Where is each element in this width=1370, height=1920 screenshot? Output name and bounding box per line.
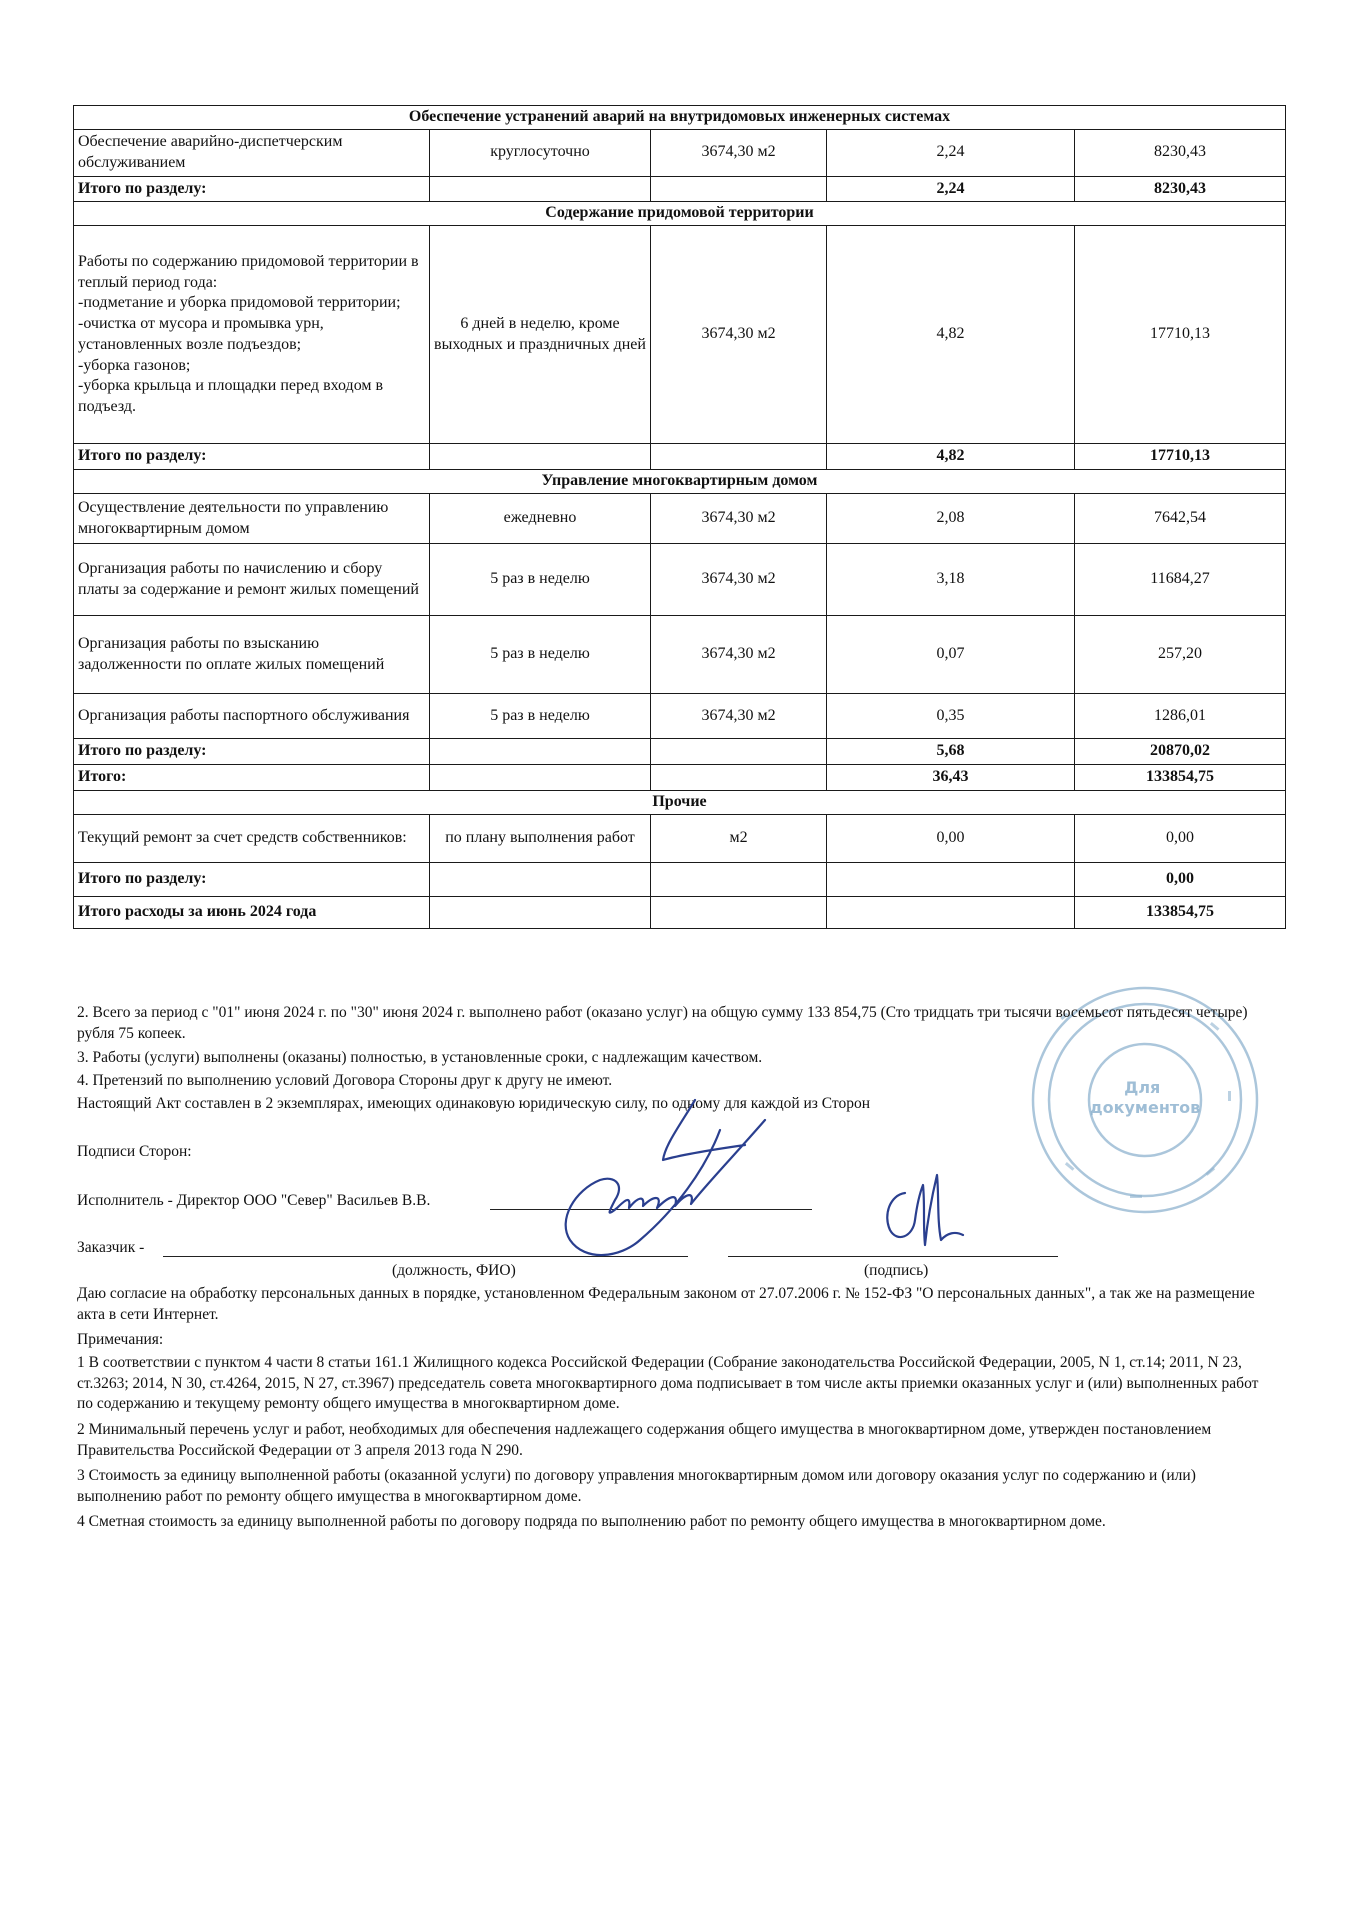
table-row [74, 494, 1286, 544]
service-name: Организация работы паспортного обслуживания [74, 694, 430, 739]
service-sum: 17710,13 [1075, 226, 1286, 444]
service-name: Организация работы по начислению и сбору платы за содержание и ремонт жилых помещений [74, 544, 430, 616]
service-area: 3674,30 м2 [651, 694, 827, 739]
service-period: по плану выполнения работ [430, 814, 651, 862]
customer-signature-icon [875, 1165, 970, 1260]
grand-total-sum: 133854,75 [1075, 764, 1286, 790]
section-total-sum: 17710,13 [1075, 444, 1286, 470]
services-table [73, 105, 1286, 929]
service-period: 6 дней в неделю, кроме выходных и праздничных дней [430, 226, 651, 444]
grand-total-row [74, 764, 1286, 790]
stamp-text: Для документов [1089, 1078, 1201, 1117]
signatures-title: Подписи Сторон: [77, 1143, 192, 1160]
service-area: 3674,30 м2 [651, 494, 827, 544]
section-total-row [74, 862, 1286, 896]
position-caption: (должность, ФИО) [392, 1262, 516, 1279]
customer-label: Заказчик - [77, 1239, 145, 1256]
section-total-label: Итого по разделу: [74, 176, 430, 202]
service-name: Осуществление деятельности по управлению многоквартирным домом [74, 494, 430, 544]
service-period: ежедневно [430, 494, 651, 544]
note-3: 3 Стоимость за единицу выполненной работы (оказанной услуги) по договору управления многоквартирным домом или договору оказания услуг по содержанию и (или) выполнению работ по ремонту общего имущества в многоквартирном доме. [77, 1467, 1196, 1505]
service-sum: 7642,54 [1075, 494, 1286, 544]
signature-caption: (подпись) [864, 1262, 929, 1279]
section-total-row [74, 444, 1286, 470]
consent-text: Даю согласие на обработку персональных данных в порядке, установленном Федеральным законом от 27.07.2006 г. № 152-ФЗ "О персональных данных", а так же на размещение акта в сети Интернет. [77, 1285, 1255, 1323]
service-rate: 3,18 [827, 544, 1075, 616]
paragraph-total: 2. Всего за период с "01" июня 2024 г. по "30" июня 2024 г. выполнено работ (оказано услуг) на общую сумму 133 854,75 (Сто тридцать три тысячи восемьсот пятьдесят четыре) рубля 75 копеек. [77, 1004, 1248, 1042]
service-sum: 1286,01 [1075, 694, 1286, 739]
table-row [74, 814, 1286, 862]
service-area: 3674,30 м2 [651, 226, 827, 444]
executor-signature-icon [545, 1090, 775, 1265]
service-period: 5 раз в неделю [430, 616, 651, 694]
note-1: 1 В соответствии с пунктом 4 части 8 статьи 161.1 Жилищного кодекса Российской Федерации (Собрание законодательства Российской Федерации, 2005, N 1, ст.14; 2011, N 23, ст.3263; 2014, N 30, ст.4264, 2015, N 27, ст.3967) председатель совета многоквартирного дома подписывает в том числе акты приемки оказанных услуг и (или) выполненных работ по содержанию и текущему ремонту общего имущества в многоквартирном доме. [77, 1354, 1259, 1412]
expenses-total-label: Итого расходы за июнь 2024 года [74, 896, 430, 928]
table-row [74, 694, 1286, 739]
grand-total-label: Итого: [74, 764, 430, 790]
section-total-row [74, 739, 1286, 765]
executor-label: Исполнитель - Директор ООО "Север" Васильев В.В. [77, 1192, 431, 1209]
service-period: круглосуточно [430, 130, 651, 177]
service-rate: 2,08 [827, 494, 1075, 544]
service-period: 5 раз в неделю [430, 544, 651, 616]
section-total-label: Итого по разделу: [74, 444, 430, 470]
expenses-total-row [74, 896, 1286, 928]
notes-title: Примечания: [77, 1331, 164, 1348]
service-sum: 257,20 [1075, 616, 1286, 694]
section-total-label: Итого по разделу: [74, 739, 430, 765]
section-total-row [74, 176, 1286, 202]
grand-total-rate: 36,43 [827, 764, 1075, 790]
table-row [74, 130, 1286, 177]
table-row [74, 544, 1286, 616]
service-sum: 11684,27 [1075, 544, 1286, 616]
note-2: 2 Минимальный перечень услуг и работ, необходимых для обеспечения надлежащего содержания общего имущества в многоквартирном доме, утвержден постановлением Правительства Российской Федерации от 3 апреля 2013 года N 290. [77, 1421, 1212, 1459]
service-name: Работы по содержанию придомовой территории в теплый период года: -подметание и уборка придомовой территории; -очистка от мусора и промывка урн, установленных возле подъездов; -уборка газонов; -уборка крыльца и площадки перед входом в подъезд. [74, 226, 430, 444]
section-total-sum: 0,00 [1075, 862, 1286, 896]
paragraph-copies: Настоящий Акт составлен в 2 экземплярах, имеющих одинаковую юридическую силу, по одному для каждой из Сторон [77, 1095, 871, 1112]
service-name: Обеспечение аварийно-диспетчерским обслуживанием [74, 130, 430, 177]
paragraph-claims: 4. Претензий по выполнению условий Договора Стороны друг к другу не имеют. [77, 1072, 613, 1089]
table-row [74, 616, 1286, 694]
service-rate: 4,82 [827, 226, 1075, 444]
paragraph-quality: 3. Работы (услуги) выполнены (оказаны) полностью, в установленные сроки, с надлежащим качеством. [77, 1049, 763, 1066]
service-rate: 0,00 [827, 814, 1075, 862]
service-rate: 0,35 [827, 694, 1075, 739]
section-total-label: Итого по разделу: [74, 862, 430, 896]
section-title: Управление многоквартирным домом [74, 470, 1286, 494]
service-area: 3674,30 м2 [651, 130, 827, 177]
section-total-sum: 8230,43 [1075, 176, 1286, 202]
service-name: Текущий ремонт за счет средств собственников: [74, 814, 430, 862]
section-total-sum: 20870,02 [1075, 739, 1286, 765]
service-area: 3674,30 м2 [651, 544, 827, 616]
section-title: Обеспечение устранений аварий на внутридомовых инженерных системах [74, 106, 1286, 130]
section-total-rate: 4,82 [827, 444, 1075, 470]
section-title: Прочие [74, 790, 1286, 814]
service-period: 5 раз в неделю [430, 694, 651, 739]
service-sum: 8230,43 [1075, 130, 1286, 177]
section-total-rate: 2,24 [827, 176, 1075, 202]
service-sum: 0,00 [1075, 814, 1286, 862]
expenses-total-sum: 133854,75 [1075, 896, 1286, 928]
service-area: 3674,30 м2 [651, 616, 827, 694]
service-name: Организация работы по взысканию задолженности по оплате жилых помещений [74, 616, 430, 694]
service-rate: 0,07 [827, 616, 1075, 694]
section-title: Содержание придомовой территории [74, 202, 1286, 226]
note-4: 4 Сметная стоимость за единицу выполненной работы по договору подряда по выполнению работ по ремонту общего имущества в многоквартирном доме. [77, 1513, 1106, 1530]
table-row [74, 226, 1286, 444]
section-total-rate: 5,68 [827, 739, 1075, 765]
service-area: м2 [651, 814, 827, 862]
service-rate: 2,24 [827, 130, 1075, 177]
